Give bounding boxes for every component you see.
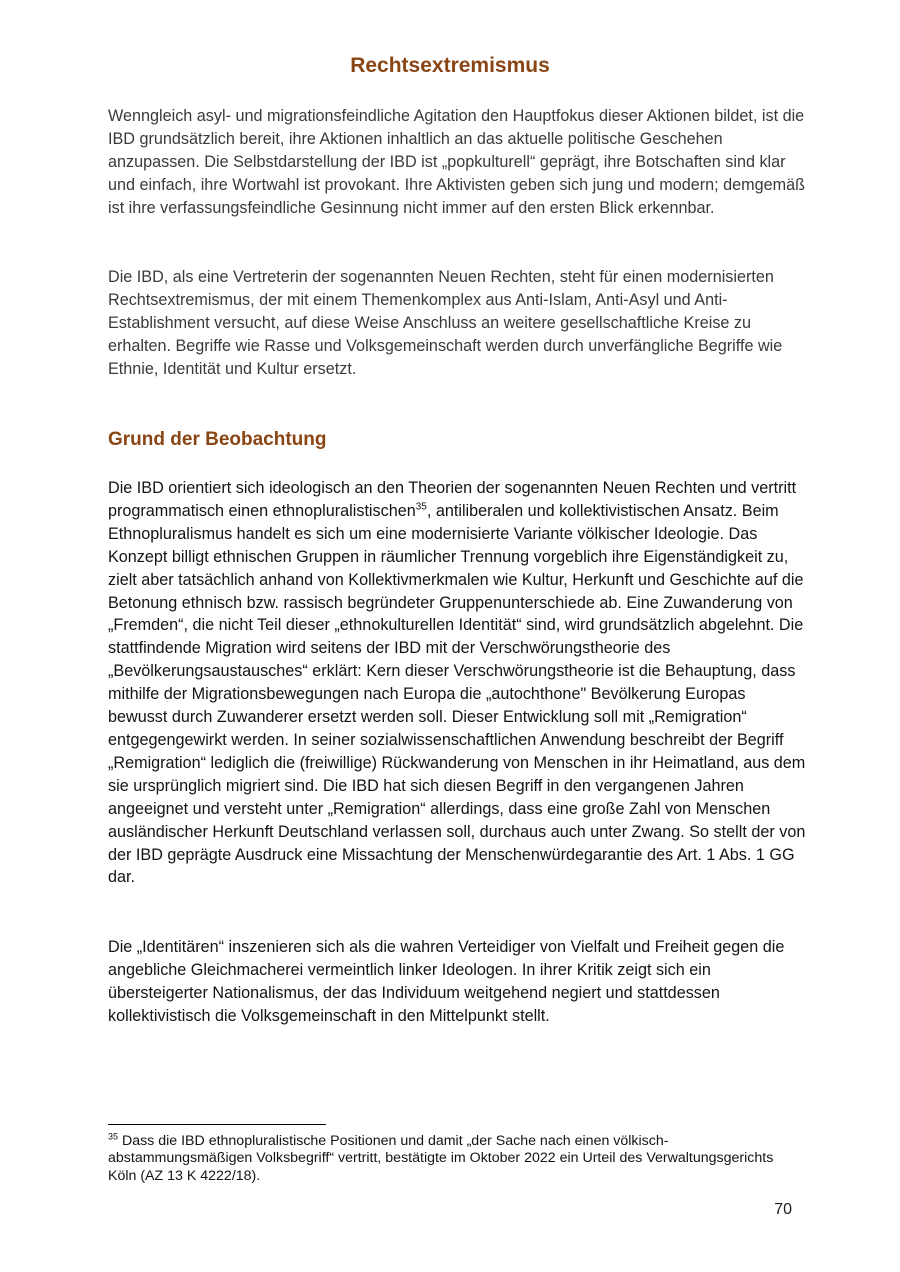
paragraph-text-after-ref: , antiliberalen und kollektivistischen Ansatz. Beim Ethnopluralismus handelt es sich um eine modernisierte Variante völkischer Ideologie. Das Konzept billigt ethnischen Gruppen in räumlicher Trennung vorgeblich ihre Eigenständigkeit zu, zielt aber tatsächlich anhand von Kollektivmerkmalen wie Kultur, Herkunft und Geschichte auf die Betonung ethnisch bzw. rassisch begründeter Gruppenunterschiede ab. Eine Zuwanderung von „Fremden“, die nicht Teil dieser „ethnokulturellen Identität“ sind, wird grundsätzlich abgelehnt. Die stattfindende Migration wird seitens der IBD mit der Verschwörungstheorie des „Bevölkerungsaustausches“ erklärt: Kern dieser Verschwörungstheorie ist die Behauptung, dass mithilfe der Migrationsbewegungen nach Europa die „autochthone" Bevölkerung Europas bewusst durch Zuwanderer ersetzt werden soll. Dieser Entwicklung soll mit „Remigration“ entgegengewirkt werden. In seiner sozialwissenschaftlichen Anwendung beschreibt der Begriff „Remigration“ lediglich die (freiwillige) Rückwanderung von Menschen in ihr Heimatland, aus dem sie ursprünglich migriert sind. Die IBD hat sich diesen Begriff in den vergangenen Jahren angeeignet und versteht unter „Remigration“ allerdings, dass eine große Zahl von Menschen ausländischer Herkunft Deutschland verlassen soll, durchaus auch unter Zwang. So stellt der von der IBD geprägte Ausdruck eine Missachtung der Menschenwürdegarantie des Art. 1 Abs. 1 GG dar. [108,501,806,887]
footnote-text: Dass die IBD ethnopluralistische Positionen und damit „der Sache nach einen völkisch-abstammungsmäßigen Volksbegriff“ vertritt, bestätigte im Oktober 2022 ein Urteil des Verwaltungsgerichts Köln (AZ 13 K 4222/18). [108,1133,774,1184]
paragraph-text-before-ref: Die IBD orientiert sich ideologisch an den Theorien der sogenannten Neuen Rechten und vertritt programmatisch einen ethnopluralistischen [108,479,797,520]
footnote-reference[interactable]: 35 [415,501,427,513]
page-number: 70 [774,1201,792,1218]
intro-paragraph-2: Die IBD, als eine Vertreterin der sogenannten Neuen Rechten, steht für einen modernisierten Rechtsextremismus, der mit einem Themenkomplex aus Anti-Islam, Anti-Asyl und Anti-Establishment versucht, auf diese Weise Anschluss an weitere gesellschaftliche Kreise zu erhalten. Begriffe wie Rasse und Volksgemeinschaft werden durch unverfängliche Begriffe wie Ethnie, Identität und Kultur ersetzt. [108,268,783,378]
page-header-title: Rechtsextremismus [350,54,550,77]
footnote-number: 35 [108,1131,119,1142]
section-paragraph-1 [108,477,808,889]
intro-paragraph-1: Wenngleich asyl- und migrationsfeindliche Agitation den Hauptfokus dieser Aktionen bildet, ist die IBD grundsätzlich bereit, ihre Aktionen inhaltlich an das aktuelle politische Geschehen anzupassen. Die Selbstdarstellung der IBD ist „popkulturell“ geprägt, ihre Botschaften sind klar und einfach, ihre Wortwahl ist provokant. Ihre Aktivisten geben sich jung und modern; demgemäß ist ihre verfassungsfeindliche Gesinnung nicht immer auf den ersten Blick erkennbar. [108,107,806,217]
section-paragraph-2: Die „Identitären“ inszenieren sich als die wahren Verteidiger von Vielfalt und Freiheit gegen die angebliche Gleichmacherei vermeintlich linker Ideologen. In ihrer Kritik zeigt sich ein übersteigerter Nationalismus, der das Individuum weitgehend negiert und stattdessen kollektivistisch die Volksgemeinschaft in den Mittelpunkt stellt. [108,938,785,1025]
section-heading: Grund der Beobachtung [108,429,327,450]
footnote [108,1133,798,1185]
footnote-divider [108,1124,326,1125]
